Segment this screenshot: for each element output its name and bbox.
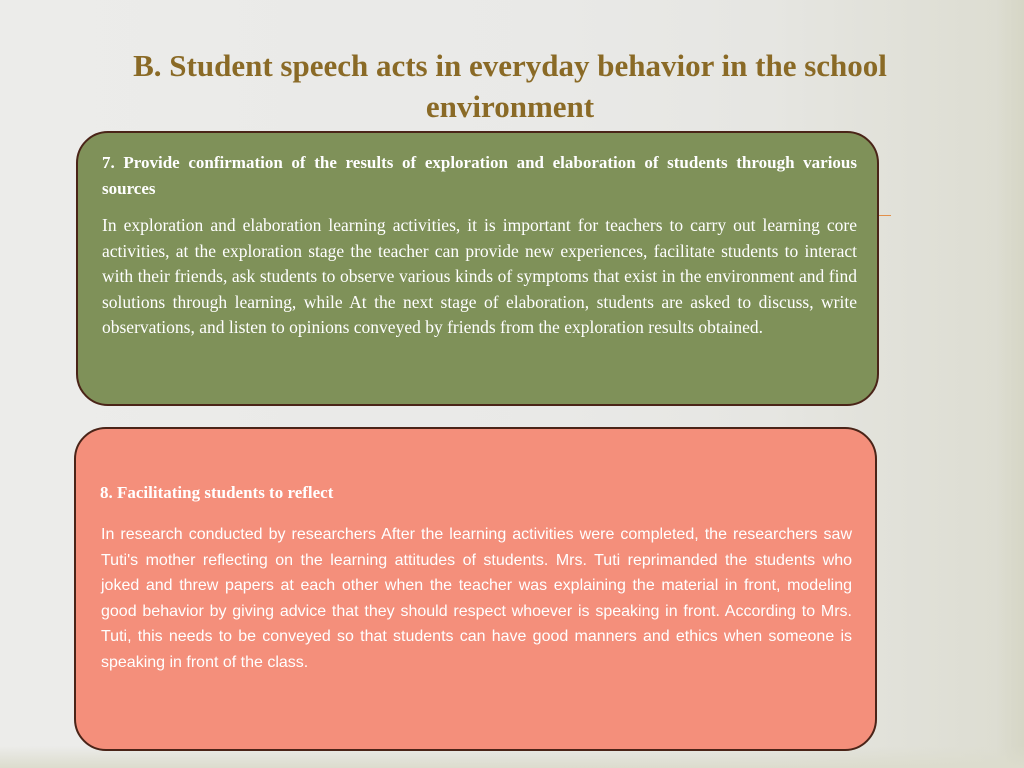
confirmation-heading: 7. Provide confirmation of the results of exploration and elaboration of students through various sources (102, 153, 857, 198)
reflect-card (74, 427, 877, 751)
reflect-heading: 8. Facilitating students to reflect (100, 483, 334, 502)
confirmation-card (76, 131, 879, 406)
slide-right-edge (996, 0, 1024, 768)
reflect-body: In research conducted by researchers After the learning activities were completed, the researchers saw Tuti's mother reflecting on the learning attitudes of students. Mrs. Tuti reprimanded the students who joked and threw papers at each other when the teacher was explaining the material in front, modeling good behavior by giving advice that they should respect whoever is speaking in front. According to Mrs. Tuti, this needs to be conveyed so that students can have good manners and ethics when someone is speaking in front of the class. (101, 526, 852, 671)
slide-title: B. Student speech acts in everyday behavior in the school environment (133, 47, 887, 124)
confirmation-body: In exploration and elaboration learning activities, it is important for teachers to carry out learning core activities, at the exploration stage the teacher can provide new experiences, facilitate students to interact with their friends, ask students to observe various kinds of symptoms that exist in the environment and find solutions through learning, while At the next stage of elaboration, students are asked to discuss, write observations, and listen to opinions conveyed by friends from the exploration results obtained. (102, 215, 857, 337)
